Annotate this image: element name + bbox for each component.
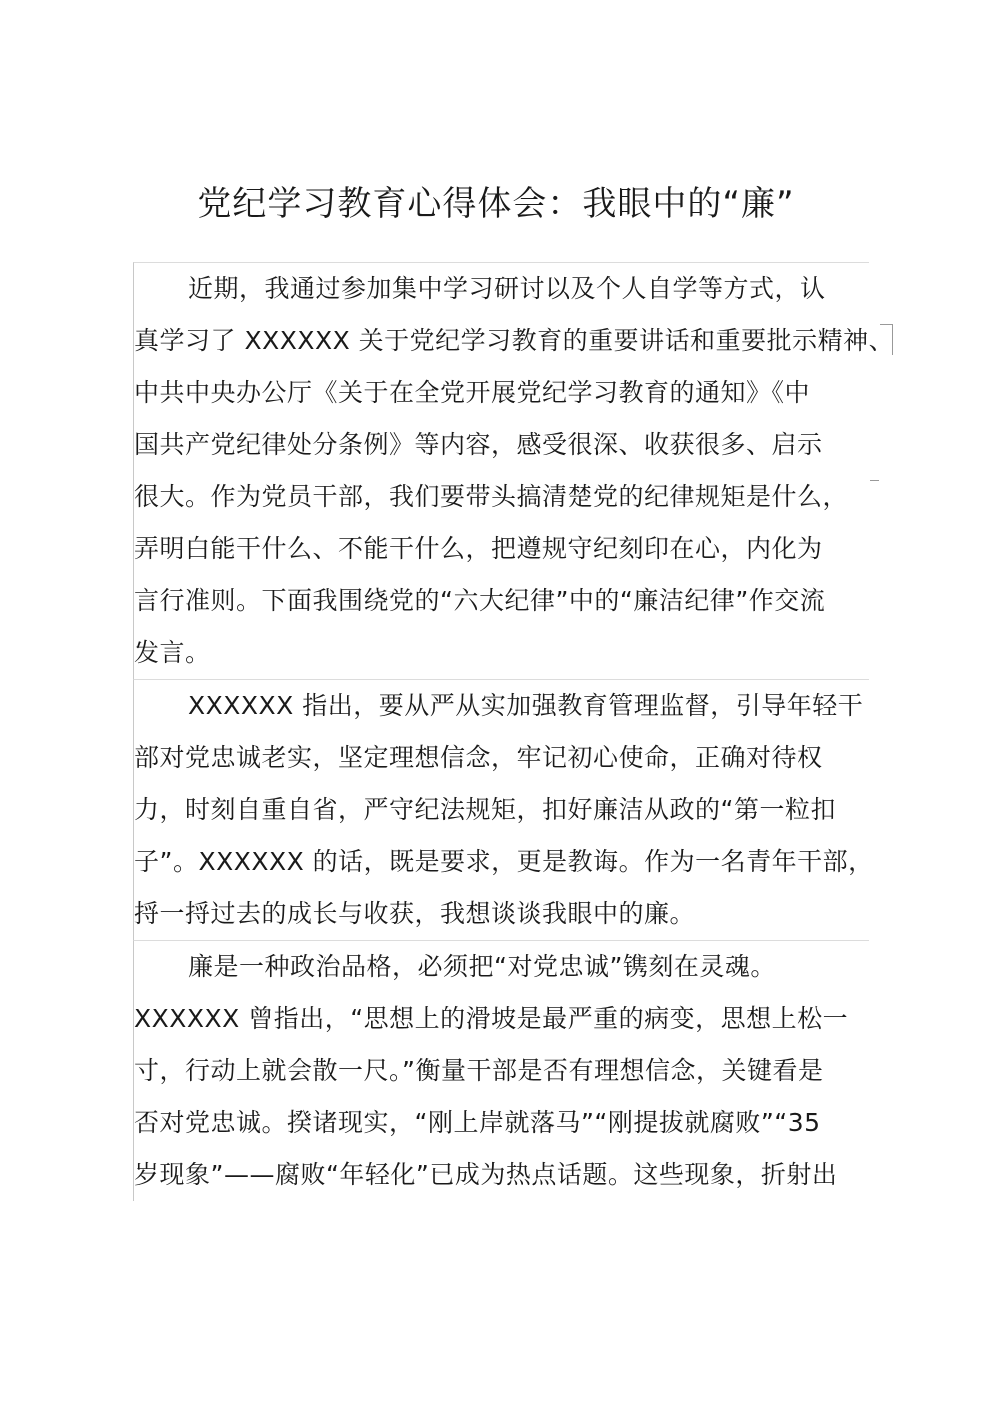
text-line: 言行准则。下面我围绕党的“六大纪律”中的“廉洁纪律”作交流 [134, 586, 826, 615]
text-line: 发言。 [134, 638, 211, 667]
text-line: 岁现象”——腐败“年轻化”已成为热点话题。这些现象，折射出 [134, 1160, 838, 1189]
text-line: 捋一捋过去的成长与收获，我想谈谈我眼中的廉。 [134, 899, 696, 928]
text-line: 国共产党纪律处分条例》等内容，感受很深、收获很多、启示 [134, 430, 823, 459]
paragraph-3 [133, 940, 869, 1201]
text-line: 力，时刻自重自省，严守纪法规矩，扣好廉洁从政的“第一粒扣 [134, 795, 836, 824]
text-line: XXXXXX 指出，要从严从实加强教育管理监督，引导年轻干 [188, 691, 864, 720]
paragraph-2 [133, 679, 874, 940]
text-line: 子”。XXXXXX 的话，既是要求，更是教诲。作为一名青年干部， [134, 847, 874, 876]
document-body [133, 262, 895, 1201]
text-line: XXXXXX 曾指出，“思想上的滑坡是最严重的病变，思想上松一 [134, 1004, 849, 1033]
text-line: 寸，行动上就会散一尺。”衡量干部是否有理想信念，关键看是 [134, 1056, 824, 1085]
text-line: 否对党忠诚。揆诸现实，“刚上岸就落马”“刚提拔就腐败”“35 [134, 1108, 821, 1137]
text-line: 弄明白能干什么、不能干什么，把遵规守纪刻印在心，内化为 [134, 534, 823, 563]
text-line: 很大。作为党员干部，我们要带头搞清楚党的纪律规矩是什么， [134, 482, 849, 511]
paragraph-1 [133, 262, 895, 679]
text-line: 中共中央办公厅《关于在全党开展党纪学习教育的通知》《中 [134, 378, 811, 407]
text-line: 部对党忠诚老实，坚定理想信念，牢记初心使命，正确对待权 [134, 743, 823, 772]
text-line: 廉是一种政治品格，必须把“对党忠诚”镌刻在灵魂。 [188, 952, 776, 981]
margin-marker [880, 324, 893, 355]
page-title: 党纪学习教育心得体会：我眼中的“廉” [197, 184, 795, 224]
margin-marker [870, 480, 879, 481]
text-line: 近期，我通过参加集中学习研讨以及个人自学等方式，认 [188, 274, 826, 303]
text-line: 真学习了 XXXXXX 关于党纪学习教育的重要讲话和重要批示精神、 [134, 326, 895, 355]
